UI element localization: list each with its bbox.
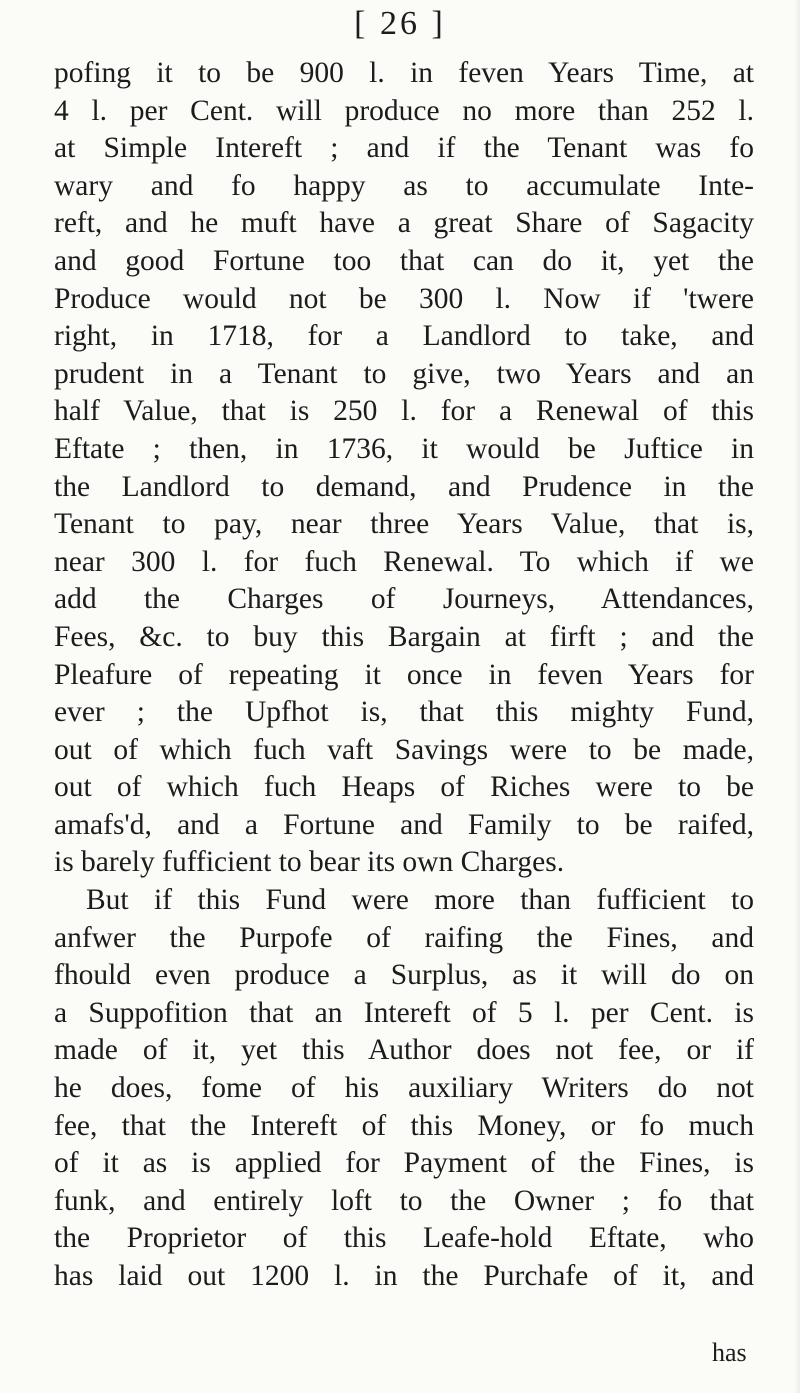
text-line: is barely fufficient to bear its own Charges. xyxy=(54,846,565,879)
text-line: fhould even produce a Surplus, as it will do on xyxy=(54,959,754,992)
text-line: and good Fortune too that can do it, yet the xyxy=(54,244,754,277)
body-text xyxy=(54,55,754,1296)
text-line: prudent in a Tenant to give, two Years and an xyxy=(54,357,754,390)
text-line: made of it, yet this Author does not fee, or if xyxy=(54,1034,754,1067)
text-line: amafs'd, and a Fortune and Family to be raifed, xyxy=(54,808,754,841)
catchword: has xyxy=(712,1338,747,1367)
text-line: a Suppofition that an Intereft of 5 l. per Cent. is xyxy=(54,996,754,1029)
text-line: half Value, that is 250 l. for a Renewal of this xyxy=(54,395,754,428)
text-line: he does, fome of his auxiliary Writers do not xyxy=(54,1072,754,1105)
text-line: Fees, &c. to buy this Bargain at firft ; and the xyxy=(54,620,754,653)
text-line: Pleafure of repeating it once in feven Years for xyxy=(54,658,754,691)
text-line: reft, and he muft have a great Share of Sagacity xyxy=(54,207,754,240)
text-line: the Proprietor of this Leafe-hold Eftate, who xyxy=(54,1222,754,1255)
text-line: add the Charges of Journeys, Attendances, xyxy=(54,583,754,616)
text-line: ever ; the Upfhot is, that this mighty Fund, xyxy=(54,696,754,729)
text-line: anfwer the Purpofe of raifing the Fines, and xyxy=(54,921,754,954)
text-line: near 300 l. for fuch Renewal. To which if we xyxy=(54,545,754,578)
text-line: wary and fo happy as to accumulate Inte- xyxy=(54,169,754,202)
text-line: pofing it to be 900 l. in feven Years Time, at xyxy=(54,57,754,89)
text-line: out of which fuch Heaps of Riches were to be xyxy=(54,771,754,804)
text-line: fee, that the Intereft of this Money, or fo much xyxy=(54,1109,754,1142)
page-number-header: [ 26 ] xyxy=(354,5,446,42)
text-line: the Landlord to demand, and Prudence in the xyxy=(54,470,754,503)
text-line: Produce would not be 300 l. Now if 'twere xyxy=(54,282,754,315)
text-line: right, in 1718, for a Landlord to take, and xyxy=(54,320,754,353)
text-line: has laid out 1200 l. in the Purchafe of it, and xyxy=(54,1260,754,1292)
text-line: But if this Fund were more than fufficient to xyxy=(86,884,754,917)
text-line: Tenant to pay, near three Years Value, that is, xyxy=(54,508,754,541)
text-line: at Simple Intereft ; and if the Tenant was fo xyxy=(54,132,754,165)
text-line: Eftate ; then, in 1736, it would be Juftice in xyxy=(54,432,754,465)
text-line: funk, and entirely loft to the Owner ; fo that xyxy=(54,1184,754,1217)
text-line: out of which fuch vaft Savings were to be made, xyxy=(54,733,754,766)
text-line: 4 l. per Cent. will produce no more than 252 l. xyxy=(54,94,754,127)
page-edge-shadow xyxy=(794,0,800,1393)
text-line: of it as is applied for Payment of the Fines, is xyxy=(54,1147,754,1180)
